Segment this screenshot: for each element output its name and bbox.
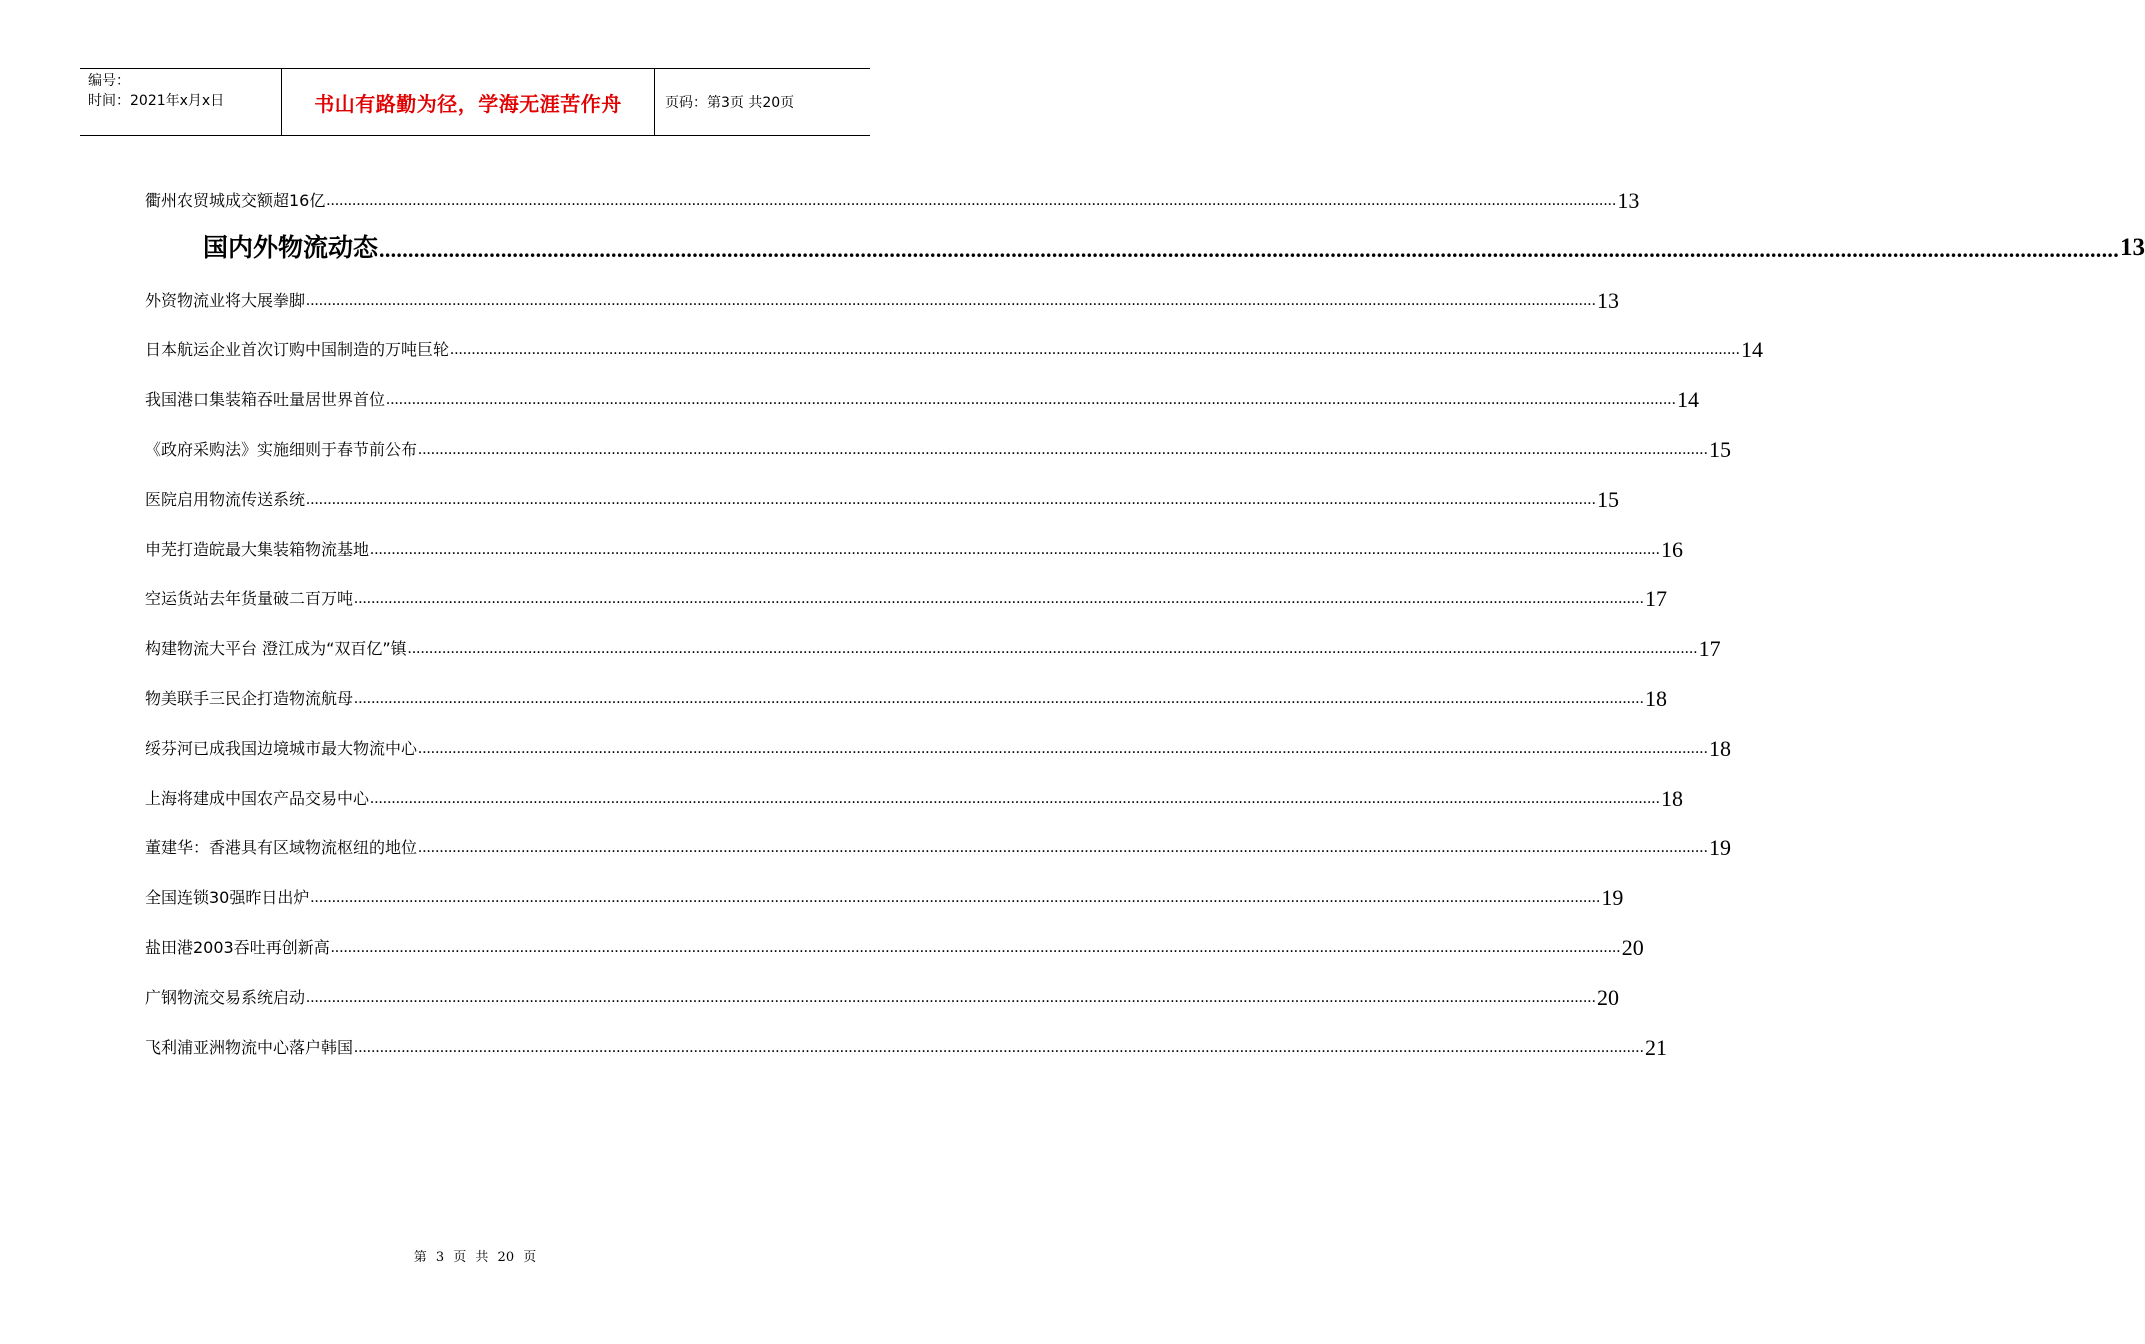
toc-entry-page: 18 [1661, 785, 1684, 811]
toc-entry-title: 上海将建成中国农产品交易中心 [145, 788, 370, 808]
header-motto: 书山有路勤为径，学海无涯苦作舟 [314, 91, 622, 116]
toc-entry-title: 构建物流大平台 澄江成为“双百亿”镇 [145, 639, 407, 659]
toc-entry[interactable] [145, 411, 1732, 462]
toc-entry[interactable] [145, 262, 1620, 313]
toc-dot-leader: ............................................................................................................................................................................................................................................................................................................ [379, 236, 2120, 262]
toc-entry-title: 外资物流业将大展拳脚 [145, 290, 306, 310]
header-motto-cell [282, 69, 655, 135]
toc-entry[interactable] [145, 1009, 1668, 1060]
toc-entry[interactable] [145, 511, 1684, 562]
table-of-contents [145, 162, 2145, 1060]
toc-entry-title: 飞利浦亚洲物流中心落户韩国 [145, 1037, 354, 1057]
toc-entry-page: 13 [2120, 233, 2145, 261]
header-page-info: 页码：第3页 共20页 [665, 95, 795, 111]
toc-entry-page: 16 [1661, 536, 1684, 562]
toc-dot-leader: ............................................................................................................................................................................................................................................................................................................ [306, 291, 1597, 309]
toc-dot-leader: ............................................................................................................................................................................................................................................................................................................ [386, 391, 1677, 409]
toc-entry-page: 20 [1597, 984, 1620, 1010]
toc-entry-title: 衢州农贸城成交额超16亿 [145, 190, 326, 210]
toc-dot-leader: ............................................................................................................................................................................................................................................................................................................ [310, 889, 1601, 907]
toc-entry-title: 申芜打造皖最大集装箱物流基地 [145, 539, 370, 559]
toc-entry-title: 《政府采购法》实施细则于春节前公布 [145, 439, 418, 459]
toc-entry-page: 18 [1709, 735, 1732, 761]
toc-entry-title: 全国连锁30强昨日出炉 [145, 888, 310, 908]
header-code-label: 编号： [88, 73, 130, 89]
toc-entry-page: 15 [1597, 486, 1620, 512]
page-header [80, 68, 870, 136]
toc-entry-title: 盐田港2003吞吐再创新高 [145, 937, 330, 957]
toc-dot-leader: ............................................................................................................................................................................................................................................................................................................ [330, 938, 1621, 956]
toc-entry-page: 19 [1709, 835, 1732, 861]
toc-dot-leader: ............................................................................................................................................................................................................................................................................................................ [306, 988, 1597, 1006]
toc-dot-leader: ............................................................................................................................................................................................................................................................................................................ [354, 1038, 1645, 1056]
toc-entry-title: 我国港口集装箱吞吐量居世界首位 [145, 390, 386, 410]
toc-section-heading[interactable] [145, 212, 2145, 262]
toc-dot-leader: ............................................................................................................................................................................................................................................................................................................ [370, 540, 1661, 558]
toc-entry[interactable] [145, 461, 1620, 512]
toc-entry[interactable] [145, 710, 1732, 761]
toc-entry-title: 医院启用物流传送系统 [145, 489, 306, 509]
toc-entry-title: 董建华：香港具有区域物流枢纽的地位 [145, 838, 418, 858]
toc-entry-page: 20 [1621, 934, 1644, 960]
toc-dot-leader: ............................................................................................................................................................................................................................................................................................................ [450, 341, 1741, 359]
toc-entry-title: 国内外物流动态 [203, 232, 379, 262]
toc-entry-page: 13 [1617, 187, 1640, 213]
page-footer: 第 3 页 共 20 页 [413, 1250, 537, 1265]
toc-entry-title: 空运货站去年货量破二百万吨 [145, 589, 354, 609]
toc-dot-leader: ............................................................................................................................................................................................................................................................................................................ [407, 640, 1698, 658]
toc-entry-page: 15 [1709, 436, 1732, 462]
toc-entry[interactable] [145, 610, 1721, 662]
toc-entry[interactable] [145, 312, 1764, 363]
toc-dot-leader: ............................................................................................................................................................................................................................................................................................................ [418, 440, 1709, 458]
toc-entry-page: 13 [1597, 287, 1620, 313]
toc-entry-title: 物美联手三民企打造物流航母 [145, 688, 354, 708]
toc-entry[interactable] [145, 859, 1624, 911]
toc-dot-leader: ............................................................................................................................................................................................................................................................................................................ [418, 739, 1709, 757]
toc-dot-leader: ............................................................................................................................................................................................................................................................................................................ [370, 789, 1661, 807]
toc-entry[interactable] [145, 810, 1732, 861]
toc-entry-page: 19 [1601, 885, 1624, 911]
toc-entry[interactable] [145, 760, 1684, 811]
toc-entry[interactable] [145, 660, 1668, 711]
toc-dot-leader: ............................................................................................................................................................................................................................................................................................................ [418, 839, 1709, 857]
toc-entry[interactable] [145, 561, 1668, 612]
toc-entry-page: 21 [1645, 1034, 1668, 1060]
toc-entry-page: 14 [1677, 387, 1700, 413]
toc-dot-leader: ............................................................................................................................................................................................................................................................................................................ [326, 191, 1617, 209]
header-date-label: 时间：2021年x月x日 [88, 93, 225, 109]
toc-entry-page: 14 [1741, 337, 1764, 363]
toc-entry[interactable] [145, 959, 1620, 1010]
toc-dot-leader: ............................................................................................................................................................................................................................................................................................................ [354, 590, 1645, 608]
toc-entry[interactable] [145, 162, 1640, 213]
toc-entry[interactable] [145, 909, 1644, 960]
toc-entry-title: 绥芬河已成我国边境城市最大物流中心 [145, 738, 418, 758]
toc-entry-page: 17 [1698, 636, 1721, 662]
toc-dot-leader: ............................................................................................................................................................................................................................................................................................................ [306, 490, 1597, 508]
toc-entry-page: 17 [1645, 586, 1668, 612]
header-meta [80, 69, 282, 135]
toc-entry-title: 广钢物流交易系统启动 [145, 987, 306, 1007]
toc-dot-leader: ............................................................................................................................................................................................................................................................................................................ [354, 689, 1645, 707]
toc-entry[interactable] [145, 361, 1700, 413]
toc-entry-title: 日本航运企业首次订购中国制造的万吨巨轮 [145, 340, 450, 360]
toc-entry-page: 18 [1645, 685, 1668, 711]
